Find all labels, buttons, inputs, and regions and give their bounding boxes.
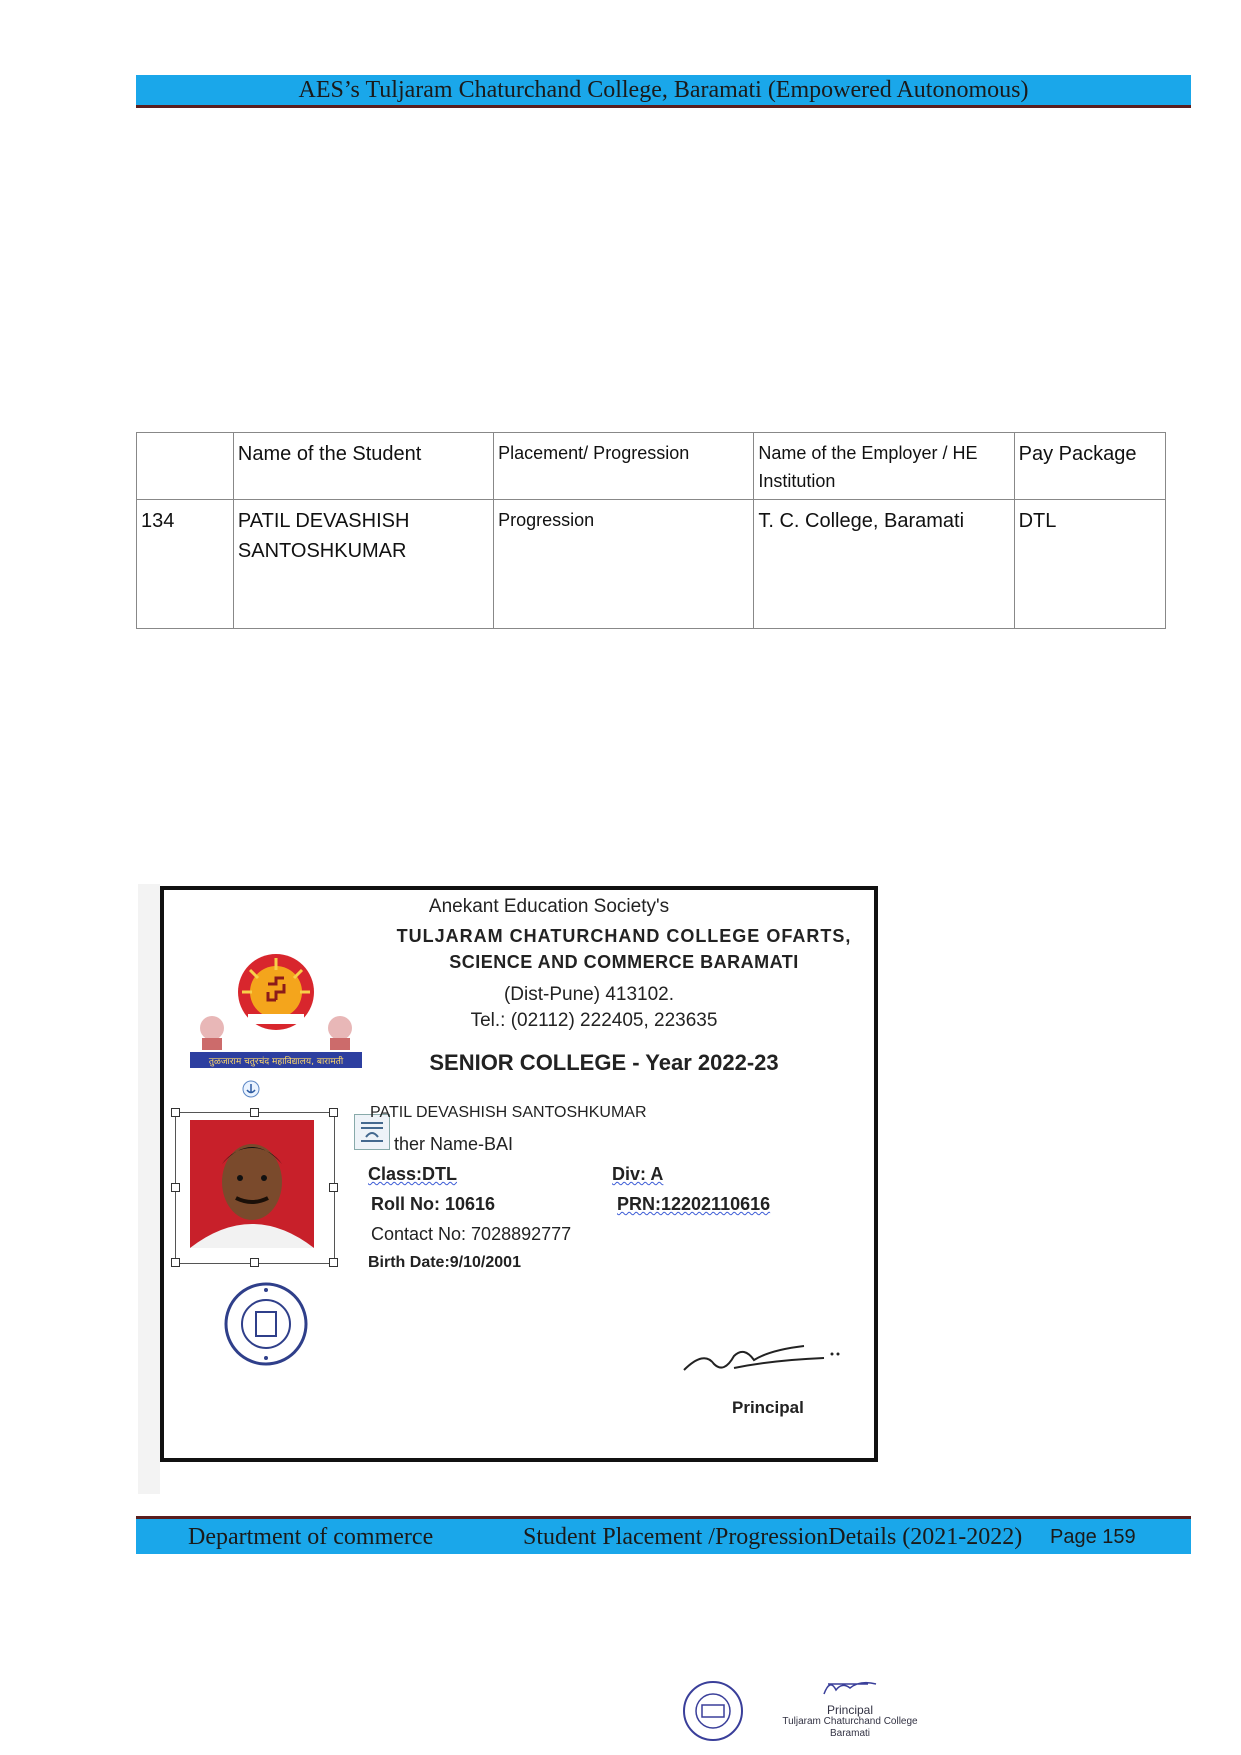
header-cell-student: Name of the Student [233,433,493,500]
bottom-principal: Principal [826,1703,874,1717]
resize-handle[interactable] [250,1258,259,1267]
header-title: AES’s Tuljaram Chaturchand College, Baramati (Empowered Autonomous) [298,77,1029,103]
card-principal-label: Principal [732,1398,804,1417]
footer-page-number: Page 159 [1050,1526,1136,1548]
card-year: SENIOR COLLEGE - Year 2022-23 [429,1050,779,1075]
card-prn: PRN:12202110616 [617,1194,771,1214]
header-cell-sr [137,433,234,500]
card-div: Div: A [612,1164,664,1184]
resize-handle[interactable] [171,1108,180,1117]
card-class: Class:DTL [368,1164,458,1184]
cell-sr-no: 134 [137,500,234,629]
anchor-icon [242,1080,260,1098]
bottom-city: Baramati [829,1728,870,1739]
college-logo [190,950,362,1070]
card-college-line2: SCIENCE AND COMMERCE BARAMATI [449,952,799,972]
page-header [136,75,1191,105]
resize-handle[interactable] [329,1108,338,1117]
card-society: Anekant Education Society's [428,896,670,917]
cell-employer: T. C. College, Baramati [754,500,1014,629]
cell-pay-package: DTL [1014,500,1165,629]
resize-handle[interactable] [171,1183,180,1192]
header-cell-employer: Name of the Employer / HE Institution [754,433,1014,500]
logo-caption: तुळजाराम चतुरचंद महाविद्यालय, बारामती [208,1057,344,1067]
bottom-signature [820,1676,880,1700]
header-cell-placement: Placement/ Progression [494,433,754,500]
footer-department: Department of commerce [188,1524,434,1550]
resize-handle[interactable] [329,1183,338,1192]
card-college-line1: TULJARAM CHATURCHAND COLLEGE OFARTS, [396,926,852,946]
page-footer [136,1519,1191,1554]
table-row [137,500,1166,629]
id-card [160,886,878,1462]
card-student-name: PATIL DEVASHISH SANTOSHKUMAR [370,1104,647,1121]
cell-placement: Progression [494,500,754,629]
header-rule [136,105,1191,108]
resize-handle[interactable] [329,1258,338,1267]
resize-handle[interactable] [250,1108,259,1117]
bottom-college-seal [682,1680,744,1742]
footer-title: Student Placement /ProgressionDetails (2021-2022) [523,1524,1023,1550]
card-contact: Contact No: 7028892777 [371,1224,572,1244]
bottom-college-name: Tuljaram Chaturchand College [782,1716,918,1727]
student-photo-portrait [190,1120,314,1248]
card-dist: (Dist-Pune) 413102. [503,984,675,1005]
principal-signature [674,1320,844,1380]
card-image-margin [138,884,160,1494]
resize-handle[interactable] [171,1258,180,1267]
card-mother-name: ther Name-BAI [394,1134,514,1154]
card-tel: Tel.: (02112) 222405, 223635 [470,1010,718,1031]
card-birth: Birth Date:9/10/2001 [368,1254,521,1271]
placement-table [136,432,1166,629]
card-roll: Roll No: 10616 [371,1194,496,1214]
table-header-row [137,433,1166,500]
student-photo [190,1120,314,1248]
college-seal [222,1280,310,1368]
header-cell-pay: Pay Package [1014,433,1165,500]
cell-student-name: PATIL DEVASHISH SANTOSHKUMAR [233,500,493,629]
